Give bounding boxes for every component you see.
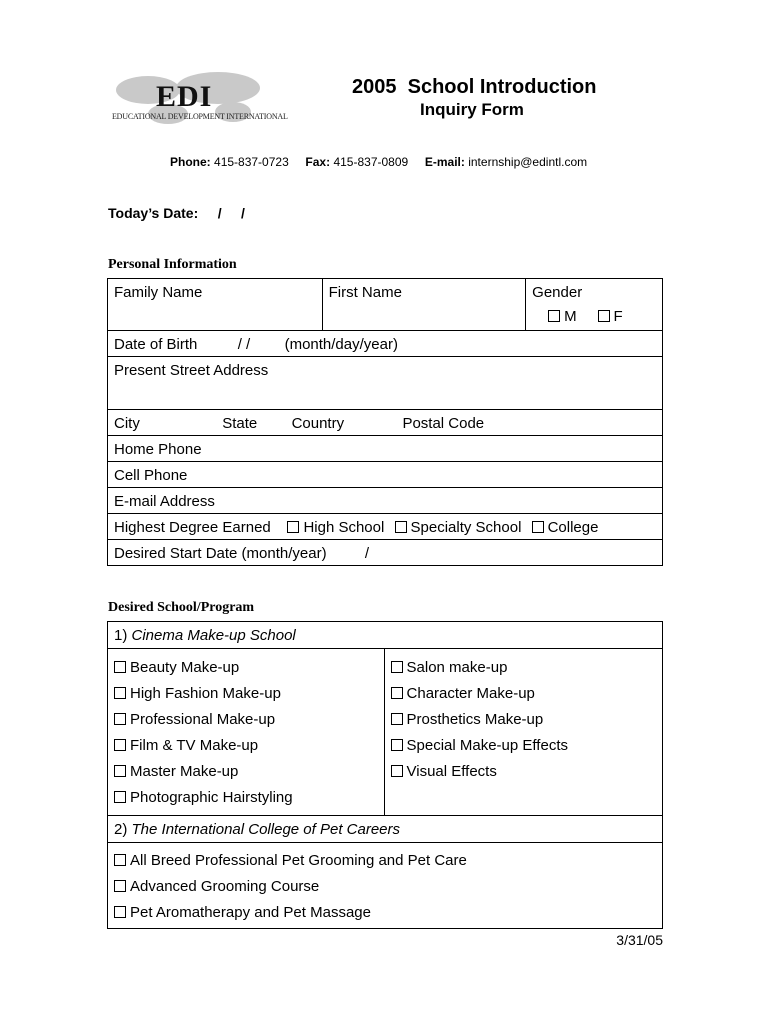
edi-logo bbox=[108, 70, 288, 130]
program-option[interactable]: Photographic Hairstyling bbox=[114, 785, 378, 811]
school2-header bbox=[108, 816, 663, 843]
program-option[interactable]: High Fashion Make-up bbox=[114, 681, 378, 707]
email-value: internship@edintl.com bbox=[468, 155, 588, 169]
gender-m-checkbox[interactable] bbox=[548, 310, 560, 322]
personal-info-title: Personal Information bbox=[108, 257, 237, 272]
program-option[interactable]: Film & TV Make-up bbox=[114, 733, 378, 759]
email-address-label: E-mail Address bbox=[114, 493, 215, 510]
program-option[interactable]: Prosthetics Make-up bbox=[391, 707, 656, 733]
form-subtitle: Inquiry Form bbox=[420, 100, 524, 119]
family-name-field[interactable] bbox=[108, 279, 323, 331]
program-option[interactable]: Professional Make-up bbox=[114, 707, 378, 733]
program-option[interactable]: All Breed Professional Pet Grooming and Pet Care bbox=[114, 848, 656, 874]
fax-label: Fax: bbox=[305, 155, 331, 169]
program-option[interactable]: Visual Effects bbox=[391, 759, 656, 785]
college-checkbox[interactable] bbox=[532, 521, 544, 533]
postal-code-label: Postal Code bbox=[402, 415, 485, 432]
dob-label: Date of Birth bbox=[114, 336, 198, 353]
logo-text: EDI bbox=[156, 80, 213, 113]
start-date-field[interactable] bbox=[108, 540, 663, 566]
school1-right-list bbox=[384, 649, 662, 816]
phone-value: 415-837-0723 bbox=[214, 155, 289, 169]
email-field[interactable] bbox=[108, 488, 663, 514]
college-label: College bbox=[547, 519, 599, 536]
phone-label: Phone: bbox=[170, 155, 211, 169]
footer-date: 3/31/05 bbox=[616, 932, 663, 948]
street-address-field[interactable] bbox=[108, 357, 663, 410]
email-label: E-mail: bbox=[424, 155, 465, 169]
start-date-label: Desired Start Date (month/year) bbox=[114, 545, 327, 562]
street-address-label: Present Street Address bbox=[114, 362, 269, 379]
first-name-field[interactable] bbox=[322, 279, 526, 331]
school2-list bbox=[108, 843, 663, 929]
gender-m-label: M bbox=[564, 308, 577, 325]
gender-field bbox=[526, 279, 663, 331]
high-school-label: High School bbox=[303, 519, 385, 536]
program-option[interactable]: Beauty Make-up bbox=[114, 655, 378, 681]
city-label: City bbox=[114, 415, 140, 432]
todays-date bbox=[108, 205, 245, 221]
degree-row bbox=[108, 514, 663, 540]
cell-phone-field[interactable] bbox=[108, 462, 663, 488]
program-option[interactable]: Special Make-up Effects bbox=[391, 733, 656, 759]
country-label: Country bbox=[291, 415, 345, 432]
program-section-title: Desired School/Program bbox=[108, 600, 255, 615]
program-option[interactable]: Advanced Grooming Course bbox=[114, 874, 656, 900]
state-label: State bbox=[222, 415, 258, 432]
gender-f-checkbox[interactable] bbox=[598, 310, 610, 322]
form-title: 2005 School Introduction bbox=[352, 76, 597, 98]
logo-subtext: EDUCATIONAL DEVELOPMENT INTERNATIONAL bbox=[112, 112, 288, 121]
school2-number: 2) bbox=[114, 821, 128, 838]
program-table bbox=[107, 621, 663, 929]
program-option[interactable]: Pet Aromatherapy and Pet Massage bbox=[114, 900, 656, 926]
personal-info-table bbox=[107, 278, 663, 566]
dob-slashes: / / bbox=[237, 336, 251, 353]
gender-label: Gender bbox=[532, 284, 583, 301]
high-school-checkbox[interactable] bbox=[287, 521, 299, 533]
gender-f-label: F bbox=[613, 308, 623, 325]
todays-date-field[interactable]: / / bbox=[217, 205, 245, 221]
contact-line bbox=[170, 155, 587, 169]
fax-value: 415-837-0809 bbox=[333, 155, 409, 169]
home-phone-label: Home Phone bbox=[114, 441, 202, 458]
cell-phone-label: Cell Phone bbox=[114, 467, 188, 484]
degree-label: Highest Degree Earned bbox=[114, 519, 271, 536]
program-option[interactable]: Character Make-up bbox=[391, 681, 656, 707]
program-option[interactable]: Salon make-up bbox=[391, 655, 656, 681]
school2-name: The International College of Pet Careers bbox=[131, 821, 400, 838]
dob-field[interactable] bbox=[108, 331, 663, 357]
school1-left-list bbox=[108, 649, 385, 816]
dob-format: (month/day/year) bbox=[284, 336, 398, 353]
program-option[interactable]: Master Make-up bbox=[114, 759, 378, 785]
specialty-school-checkbox[interactable] bbox=[395, 521, 407, 533]
family-name-label: Family Name bbox=[114, 284, 203, 301]
school1-number: 1) bbox=[114, 627, 128, 644]
start-date-slash: / bbox=[364, 545, 370, 562]
school1-header bbox=[108, 622, 663, 649]
specialty-school-label: Specialty School bbox=[410, 519, 522, 536]
home-phone-field[interactable] bbox=[108, 436, 663, 462]
city-state-row[interactable] bbox=[108, 410, 663, 436]
todays-date-label: Today’s Date: bbox=[108, 205, 199, 221]
first-name-label: First Name bbox=[328, 284, 402, 301]
school1-name: Cinema Make-up School bbox=[131, 627, 296, 644]
